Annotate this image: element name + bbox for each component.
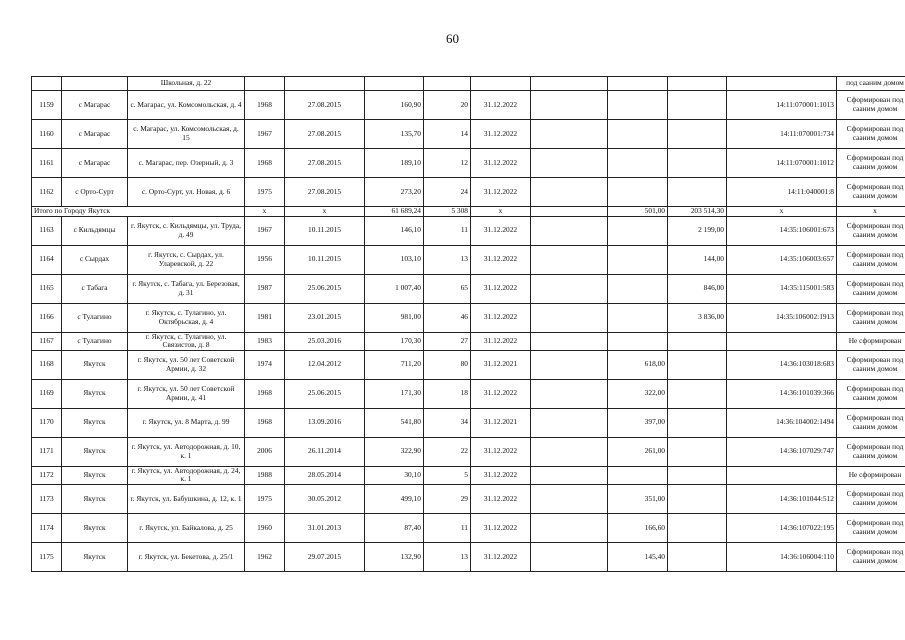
address-cell: Школьная, д. 22 <box>128 77 245 91</box>
date-cell: 29.07.2015 <box>285 542 365 571</box>
year-cell: 1987 <box>245 274 285 303</box>
residents-cell: 12 <box>424 149 471 178</box>
extra-cell <box>531 484 608 513</box>
area-cell: 541,80 <box>365 408 424 437</box>
row-number: 1170 <box>32 408 62 437</box>
total-cadastral: x <box>727 207 837 217</box>
address-cell: г. Якутск, ул. Автодорожная, д. 10, к. 1 <box>128 437 245 466</box>
area-cell: 499,10 <box>365 484 424 513</box>
status-cell: Сформирован под сааним домом <box>837 120 905 149</box>
table-row <box>32 120 905 149</box>
settlement-cell: Якутск <box>62 513 128 542</box>
date-cell: 25.06.2015 <box>285 379 365 408</box>
cadastral-cell: 14:36:103018:683 <box>727 350 837 379</box>
year-cell: 1968 <box>245 408 285 437</box>
extra-cell <box>531 178 608 207</box>
empty-cell <box>531 77 608 91</box>
land-cell <box>668 149 727 178</box>
cadastral-cell: 14:35:106003:657 <box>727 245 837 274</box>
cost-cell: 261,00 <box>608 437 668 466</box>
cadastral-cell: 14:35:106001:673 <box>727 216 837 245</box>
status-cell: Сформирован под сааним домом <box>837 274 905 303</box>
empty-cell <box>424 77 471 91</box>
deadline-cell: 31.12.2021 <box>471 350 531 379</box>
cost-cell <box>608 332 668 350</box>
cadastral-cell: 14:36:107029:747 <box>727 437 837 466</box>
residents-cell: 65 <box>424 274 471 303</box>
residents-cell: 5 <box>424 466 471 484</box>
cadastral-cell: 14:36:104002:1494 <box>727 408 837 437</box>
date-cell: 13.09.2016 <box>285 408 365 437</box>
extra-cell <box>531 303 608 332</box>
status-cell: Сформирован под сааним домом <box>837 513 905 542</box>
address-cell: г. Якутск, ул. Бабушкина, д. 12, к. 1 <box>128 484 245 513</box>
cadastral-cell: 14:11:070001:734 <box>727 120 837 149</box>
row-number: 1159 <box>32 91 62 120</box>
address-cell: г. Якутск, ул. 50 лет Советской Армии, д. 32 <box>128 350 245 379</box>
land-cell <box>668 542 727 571</box>
row-number: 1175 <box>32 542 62 571</box>
deadline-cell: 31.12.2022 <box>471 245 531 274</box>
extra-cell <box>531 350 608 379</box>
area-cell: 87,40 <box>365 513 424 542</box>
cost-cell <box>608 216 668 245</box>
status-cell: Сформирован под сааним домом <box>837 350 905 379</box>
table-row <box>32 216 905 245</box>
cost-cell <box>608 303 668 332</box>
extra-cell <box>531 408 608 437</box>
residents-cell: 18 <box>424 379 471 408</box>
settlement-cell: с Магарас <box>62 91 128 120</box>
area-cell: 273,20 <box>365 178 424 207</box>
land-cell <box>668 513 727 542</box>
residents-cell: 24 <box>424 178 471 207</box>
cost-cell: 618,00 <box>608 350 668 379</box>
deadline-cell: 31.12.2022 <box>471 466 531 484</box>
empty-cell <box>62 77 128 91</box>
cost-cell <box>608 466 668 484</box>
status-cell: Сформирован под сааним домом <box>837 542 905 571</box>
date-cell: 27.08.2015 <box>285 120 365 149</box>
address-cell: г. Якутск, с. Табага, ул. Березовая, д. 31 <box>128 274 245 303</box>
cadastral-cell: 14:11:070001:1012 <box>727 149 837 178</box>
row-number: 1163 <box>32 216 62 245</box>
total-row <box>32 207 905 217</box>
deadline-cell: 31.12.2022 <box>471 178 531 207</box>
status-cell: Сформирован под сааним домом <box>837 437 905 466</box>
settlement-cell: Якутск <box>62 379 128 408</box>
date-cell: 31.01.2013 <box>285 513 365 542</box>
status-cell: Сформирован под сааним домом <box>837 149 905 178</box>
deadline-cell: 31.12.2022 <box>471 91 531 120</box>
deadline-cell: 31.12.2022 <box>471 513 531 542</box>
residents-cell: 11 <box>424 216 471 245</box>
status-cell: Сформирован под сааним домом <box>837 484 905 513</box>
year-cell: 1988 <box>245 466 285 484</box>
table-row <box>32 350 905 379</box>
cadastral-cell: 14:36:106004:110 <box>727 542 837 571</box>
cadastral-cell: 14:36:101039:366 <box>727 379 837 408</box>
status-cell: под сааним домом <box>837 77 905 91</box>
extra-cell <box>531 245 608 274</box>
table-row <box>32 379 905 408</box>
date-cell: 28.05.2014 <box>285 466 365 484</box>
row-number: 1164 <box>32 245 62 274</box>
settlement-cell: с Сырдах <box>62 245 128 274</box>
deadline-cell: 31.12.2022 <box>471 484 531 513</box>
deadline-cell: 31.12.2021 <box>471 408 531 437</box>
empty-cell <box>32 77 62 91</box>
land-cell: 846,00 <box>668 274 727 303</box>
cadastral-cell: 14:36:101044:512 <box>727 484 837 513</box>
area-cell: 189,10 <box>365 149 424 178</box>
date-cell: 25.03.2016 <box>285 332 365 350</box>
extra-cell <box>531 274 608 303</box>
row-number: 1172 <box>32 466 62 484</box>
address-cell: г. Якутск, с. Тулагино, ул. Октябрьская, д. 4 <box>128 303 245 332</box>
table-row <box>32 274 905 303</box>
cost-cell <box>608 149 668 178</box>
date-cell: 27.08.2015 <box>285 149 365 178</box>
table-row <box>32 245 905 274</box>
empty-cell <box>245 77 285 91</box>
settlement-cell: Якутск <box>62 408 128 437</box>
settlement-cell: с Табага <box>62 274 128 303</box>
address-cell: с. Магарас, ул. Комсомольская, д. 4 <box>128 91 245 120</box>
cost-cell: 397,00 <box>608 408 668 437</box>
area-cell: 146,10 <box>365 216 424 245</box>
deadline-cell: 31.12.2022 <box>471 332 531 350</box>
table-row <box>32 484 905 513</box>
land-cell <box>668 120 727 149</box>
land-cell <box>668 437 727 466</box>
land-cell <box>668 332 727 350</box>
settlement-cell: Якутск <box>62 484 128 513</box>
area-cell: 322,90 <box>365 437 424 466</box>
housing-registry-table <box>31 76 905 572</box>
status-cell: Сформирован под сааним домом <box>837 408 905 437</box>
table-row-continued <box>32 77 905 91</box>
area-cell: 170,30 <box>365 332 424 350</box>
deadline-cell: 31.12.2022 <box>471 379 531 408</box>
date-cell: 27.08.2015 <box>285 178 365 207</box>
land-cell <box>668 350 727 379</box>
year-cell: 1968 <box>245 379 285 408</box>
address-cell: г. Якутск, с. Тулагино, ул. Связистов, д. 8 <box>128 332 245 350</box>
table-row <box>32 513 905 542</box>
row-number: 1166 <box>32 303 62 332</box>
settlement-cell: Якутск <box>62 466 128 484</box>
address-cell: г. Якутск, ул. 50 лет Советской Армии, д. 41 <box>128 379 245 408</box>
total-deadline: x <box>471 207 531 217</box>
year-cell: 1962 <box>245 542 285 571</box>
area-cell: 981,00 <box>365 303 424 332</box>
year-cell: 1983 <box>245 332 285 350</box>
total-status: x <box>837 207 905 217</box>
residents-cell: 27 <box>424 332 471 350</box>
address-cell: с. Магарас, пер. Озерный, д. 3 <box>128 149 245 178</box>
table-row <box>32 91 905 120</box>
table-row <box>32 408 905 437</box>
residents-cell: 13 <box>424 542 471 571</box>
year-cell: 1981 <box>245 303 285 332</box>
date-cell: 12.04.2012 <box>285 350 365 379</box>
settlement-cell: с Магарас <box>62 120 128 149</box>
extra-cell <box>531 149 608 178</box>
total-label: Итого по Городу Якутск <box>32 207 245 217</box>
row-number: 1167 <box>32 332 62 350</box>
date-cell: 25.06.2015 <box>285 274 365 303</box>
extra-cell <box>531 332 608 350</box>
year-cell: 1968 <box>245 149 285 178</box>
date-cell: 27.08.2015 <box>285 91 365 120</box>
status-cell: Сформирован под сааним домом <box>837 216 905 245</box>
land-cell <box>668 91 727 120</box>
status-cell: Сформирован под сааним домом <box>837 91 905 120</box>
address-cell: г. Якутск, ул. Бекетова, д. 25/1 <box>128 542 245 571</box>
extra-cell <box>531 513 608 542</box>
date-cell: 10.11.2015 <box>285 245 365 274</box>
status-cell: Не сформирован <box>837 466 905 484</box>
address-cell: с. Магарас, ул. Комсомольская, д. 15 <box>128 120 245 149</box>
extra-cell <box>531 466 608 484</box>
row-number: 1168 <box>32 350 62 379</box>
address-cell: г. Якутск, с. Кильдямцы, ул. Труда, д. 49 <box>128 216 245 245</box>
residents-cell: 22 <box>424 437 471 466</box>
extra-cell <box>531 437 608 466</box>
deadline-cell: 31.12.2022 <box>471 120 531 149</box>
table-body <box>32 77 905 572</box>
empty-cell <box>727 77 837 91</box>
empty-cell <box>608 77 668 91</box>
status-cell: Сформирован под сааним домом <box>837 178 905 207</box>
year-cell: 1974 <box>245 350 285 379</box>
page-number: 60 <box>446 31 459 46</box>
address-cell: г. Якутск, ул. Байкалова, д. 25 <box>128 513 245 542</box>
status-cell: Сформирован под сааним домом <box>837 303 905 332</box>
residents-cell: 14 <box>424 120 471 149</box>
status-cell: Не сформирован <box>837 332 905 350</box>
year-cell: 1975 <box>245 178 285 207</box>
empty-cell <box>365 77 424 91</box>
total-residents: 5 308 <box>424 207 471 217</box>
settlement-cell: с Тулагино <box>62 332 128 350</box>
total-cost: 501,00 <box>608 207 668 217</box>
land-cell: 144,00 <box>668 245 727 274</box>
settlement-cell: с Тулагино <box>62 303 128 332</box>
date-cell: 10.11.2015 <box>285 216 365 245</box>
date-cell: 30.05.2012 <box>285 484 365 513</box>
row-number: 1161 <box>32 149 62 178</box>
table-row <box>32 437 905 466</box>
land-cell <box>668 466 727 484</box>
year-cell: 1956 <box>245 245 285 274</box>
area-cell: 711,20 <box>365 350 424 379</box>
extra-cell <box>531 379 608 408</box>
area-cell: 30,10 <box>365 466 424 484</box>
area-cell: 160,90 <box>365 91 424 120</box>
year-cell: 1967 <box>245 120 285 149</box>
cost-cell <box>608 178 668 207</box>
year-cell: 1968 <box>245 91 285 120</box>
total-area: 61 689,24 <box>365 207 424 217</box>
land-cell <box>668 484 727 513</box>
total-blank <box>531 207 608 217</box>
row-number: 1171 <box>32 437 62 466</box>
settlement-cell: с Магарас <box>62 149 128 178</box>
settlement-cell: с Кильдямцы <box>62 216 128 245</box>
table-row <box>32 178 905 207</box>
cost-cell: 166,60 <box>608 513 668 542</box>
area-cell: 132,90 <box>365 542 424 571</box>
cost-cell <box>608 274 668 303</box>
row-number: 1162 <box>32 178 62 207</box>
total-date: x <box>285 207 365 217</box>
row-number: 1160 <box>32 120 62 149</box>
address-cell: г. Якутск, ул. Автодорожная, д. 24, к. 1 <box>128 466 245 484</box>
extra-cell <box>531 120 608 149</box>
area-cell: 103,10 <box>365 245 424 274</box>
residents-cell: 29 <box>424 484 471 513</box>
cost-cell <box>608 91 668 120</box>
cadastral-cell: 14:36:107022:195 <box>727 513 837 542</box>
settlement-cell: Якутск <box>62 437 128 466</box>
cost-cell <box>608 120 668 149</box>
land-cell: 2 199,00 <box>668 216 727 245</box>
deadline-cell: 31.12.2022 <box>471 216 531 245</box>
empty-cell <box>471 77 531 91</box>
table-row <box>32 332 905 350</box>
cost-cell: 351,00 <box>608 484 668 513</box>
cadastral-cell <box>727 332 837 350</box>
settlement-cell: с Орто-Сурт <box>62 178 128 207</box>
cadastral-cell: 14:35:115001:583 <box>727 274 837 303</box>
residents-cell: 13 <box>424 245 471 274</box>
total-land: 203 514,30 <box>668 207 727 217</box>
row-number: 1169 <box>32 379 62 408</box>
cost-cell: 145,40 <box>608 542 668 571</box>
date-cell: 26.11.2014 <box>285 437 365 466</box>
deadline-cell: 31.12.2022 <box>471 274 531 303</box>
table-row <box>32 303 905 332</box>
cost-cell <box>608 245 668 274</box>
row-number: 1173 <box>32 484 62 513</box>
land-cell: 3 836,00 <box>668 303 727 332</box>
area-cell: 135,70 <box>365 120 424 149</box>
residents-cell: 20 <box>424 91 471 120</box>
empty-cell <box>285 77 365 91</box>
address-cell: г. Якутск, ул. 8 Марта, д. 99 <box>128 408 245 437</box>
residents-cell: 11 <box>424 513 471 542</box>
table-row <box>32 149 905 178</box>
year-cell: 1975 <box>245 484 285 513</box>
deadline-cell: 31.12.2022 <box>471 437 531 466</box>
residents-cell: 34 <box>424 408 471 437</box>
cadastral-cell: 14:11:070001:1013 <box>727 91 837 120</box>
settlement-cell: Якутск <box>62 350 128 379</box>
cadastral-cell: 14:11:040001:8 <box>727 178 837 207</box>
row-number: 1165 <box>32 274 62 303</box>
cadastral-cell <box>727 466 837 484</box>
status-cell: Сформирован под сааним домом <box>837 245 905 274</box>
year-cell: 1967 <box>245 216 285 245</box>
deadline-cell: 31.12.2022 <box>471 542 531 571</box>
area-cell: 1 007,40 <box>365 274 424 303</box>
residents-cell: 46 <box>424 303 471 332</box>
table-row <box>32 542 905 571</box>
year-cell: 1960 <box>245 513 285 542</box>
extra-cell <box>531 542 608 571</box>
deadline-cell: 31.12.2022 <box>471 303 531 332</box>
address-cell: с. Орто-Сурт, ул. Новая, д. 6 <box>128 178 245 207</box>
land-cell <box>668 379 727 408</box>
cost-cell: 322,00 <box>608 379 668 408</box>
total-year: x <box>245 207 285 217</box>
land-cell <box>668 408 727 437</box>
land-cell <box>668 178 727 207</box>
cadastral-cell: 14:35:106002:1913 <box>727 303 837 332</box>
extra-cell <box>531 91 608 120</box>
status-cell: Сформирован под сааним домом <box>837 379 905 408</box>
area-cell: 171,30 <box>365 379 424 408</box>
table-row <box>32 466 905 484</box>
extra-cell <box>531 216 608 245</box>
date-cell: 23.01.2015 <box>285 303 365 332</box>
deadline-cell: 31.12.2022 <box>471 149 531 178</box>
settlement-cell: Якутск <box>62 542 128 571</box>
year-cell: 2006 <box>245 437 285 466</box>
address-cell: г. Якутск, с. Сырдах, ул. Уларевской, д. 22 <box>128 245 245 274</box>
residents-cell: 80 <box>424 350 471 379</box>
row-number: 1174 <box>32 513 62 542</box>
empty-cell <box>668 77 727 91</box>
